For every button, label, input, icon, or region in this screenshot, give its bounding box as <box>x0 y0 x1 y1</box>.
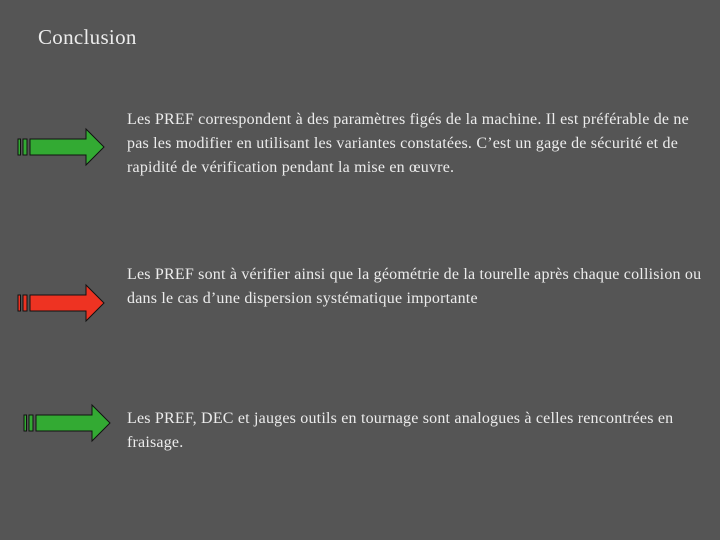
green-arrow-right-icon <box>14 127 114 167</box>
bullet-text: Les PREF sont à vérifier ainsi que la géométrie de la tourelle après chaque collision ou dans le cas d’une dispersion systématique importante <box>127 266 702 307</box>
red-arrow-right-icon <box>14 283 114 323</box>
slide-title: Conclusion <box>38 25 137 49</box>
bullet-text: Les PREF, DEC et jauges outils en tournage sont analogues à celles rencontrées en fraisage. <box>127 410 674 451</box>
green-arrow-right-icon <box>20 403 120 443</box>
bullet-text: Les PREF correspondent à des paramètres figés de la machine. Il est préférable de ne pas les modifier en utilisant les variantes constatées. C’est un gage de sécurité et de rapidité de vérification pendant la mise en œuvre. <box>127 111 689 176</box>
